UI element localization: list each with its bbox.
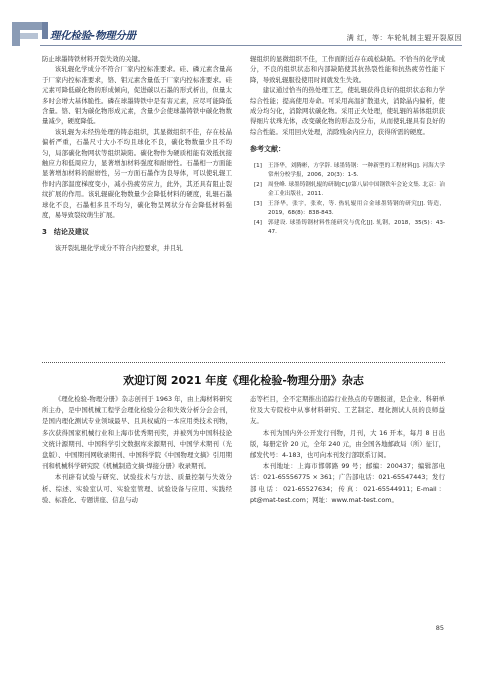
journal-logo-icon: [12, 22, 52, 46]
references-heading: 参考文献：: [250, 145, 285, 154]
running-head: 满 红，等：车轮轧制主辊开裂原因: [346, 34, 462, 42]
reference-item: [250, 219, 445, 237]
reference-number: [2]: [254, 181, 262, 188]
page-number: 85: [435, 624, 444, 632]
running-header: [0, 0, 480, 52]
paragraph: 本刊辟有试验与研究、试验技术与方法、质量控制与失效分析、综述、实验室认可、实验室管理、试验设备与应用、实践经验、标准化、专题讲座、信息与动: [42, 473, 232, 504]
paragraph: 辊组织的显微组织不佳，工作面附近存在疏松缺陷。不恰当的化学成分，不良的组织状态和内部缺陷使其抗热裂性能和抗热疲劳性能下降，导致轧辊服役使用时间就发生失效。: [250, 55, 445, 84]
paragraph: 态等栏目，全不定期推出追踪行业热点的专题报道，是企业、科研单位及大专院校中从事材料研究、工艺制定、理化测试人员的良师益友。: [250, 395, 445, 426]
reference-item: [250, 162, 445, 180]
reference-item: [250, 181, 445, 199]
reference-text: 周登峰. 球墨铸钢轧辊的研制[C]//第八届中国钢铁年会论文集. 北京：冶金工业出版社，2011.: [268, 181, 445, 197]
right-column: [250, 54, 445, 238]
reference-text: 郭建设. 球墨铸钢材料性能研究与优化[J]. 轧钢，2018，35(5)：43-47.: [268, 219, 445, 235]
reference-text: 王泽华，张宇，张欢，等. 热轧辊用合金球墨铸钢的研究[J]. 铸造，2019，68(8)：838-843.: [268, 200, 445, 216]
paragraph: 该轧辊化学成分不符合厂家内控标准要求。硅、磷元素含量高于厂家内控标准要求，铬、钼元素含量低于厂家内控标准要求。硅元素可降低碳化物的形成倾向，促进碳以石墨的形式析出，但量太多时会增大基体脆性。磷在球墨铸铁中是有害元素，应尽可能降低含量。铬、钼为碳化物形成元素，含量少会使球墨铸铁中碳化物数量减少，硬度降低。: [42, 65, 232, 126]
section-divider: [42, 362, 445, 363]
header-rule: [40, 45, 462, 46]
paragraph: 建议通过恰当的热处理工艺，使轧辊获得良好的组织状态和力学综合性能；提高使用寿命。可采用高温扩散退火，消除晶内偏析，使成分均匀化，消除网状碳化物。采用正火处理，使轧辊的基体组织获得细片状珠光体，改变碳化物的形态及分布，从而使轧辊具有良好的综合性能。采用回火处理，消除残余内应力，获得所需的硬度。: [250, 86, 445, 136]
paragraph: 该开裂轧辊化学成分不符合内控要求，并且轧: [54, 243, 183, 252]
reference-number: [4]: [254, 219, 262, 226]
reference-number: [3]: [254, 200, 262, 207]
notice-title: 欢迎订阅 2021 年度《理化检验-物理分册》杂志: [123, 374, 364, 387]
journal-logo: [12, 22, 142, 44]
reference-number: [1]: [254, 162, 262, 169]
journal-logo-text: 理化检验-物理分册: [50, 30, 136, 42]
paragraph: 本刊地址：上海市邯郸路 99 号；邮编：200437；编辑部电话：021-65556775 × 361；广告部电话：021-65547443；发行部电话：021-65527634；传真：021-65544911；E-mail：pt@mat-test.com；网址：www.mat-test.com。: [250, 462, 445, 504]
left-column: [42, 54, 232, 253]
notice-right-column: [250, 394, 445, 506]
reference-item: [250, 200, 445, 218]
reference-text: 王泽华，刘腾彬，方学辞. 球墨铸钢：一种新型的工程材料[J]. 河海大学常州分校学报，2006，20(3)：1-5.: [268, 162, 445, 178]
section-heading: 3 结论及建议: [42, 227, 89, 236]
paragraph: 本刊为国内外公开发行刊物，月刊，大 16 开本，每月 8 日出版，每册定价 20 元，全年 240 元，由全国各地邮政局（所）征订，邮发代号：4-183，也可向本刊发行部联系订阅。: [250, 428, 445, 460]
paragraph: 《理化检验-物理分册》杂志创刊于 1963 年，由上海材料研究所主办，是中国机械工程学会理化检验分会和失效分析分会会刊，是国内理化测试专业领域最早、且具权威的一本应用类技术刊物，多次获得国家机械行业和上海市优秀期刊奖，并被列为中国科技论文统计源期刊、中国科学引文数据库来源期刊、中国学术期刊（光盘版）、中国期刊网收录期刊、中国科学院《中国物理文摘》引用期刊和机械科学研究院《机械制造文摘·焊接分册》收录期刊。: [42, 395, 232, 471]
paragraph: 该轧辊为未经热处理的铸态组织，其显微组织不佳，存在枝晶偏析严重，石墨尺寸大小不均且球化不良，碳化物数量少且不均匀，局部碳化物网状等组织缺陷。碳化物作为硬质相能有效抵抗接触应力和低周应力，显著增加材料强度和耐磨性。石墨相一方面能显著增加材料的耐磨性，另一方面石墨作为良导体，可以使轧辊工作时内部温度梯度变小，减小热疲劳应力，此外，其还具有阻止裂纹扩展的作用。该轧辊碳化物数量少会降低材料的硬度，轧辊石墨球化不良，石墨相多且不均匀，碳化物呈网状分布会降低材料强度，易导致裂纹萌生扩展。: [42, 127, 232, 220]
paragraph: 防止球墨铸铁材料开裂失效的关键。: [42, 55, 145, 63]
notice-left-column: [42, 394, 232, 506]
reference-list: [250, 162, 445, 237]
